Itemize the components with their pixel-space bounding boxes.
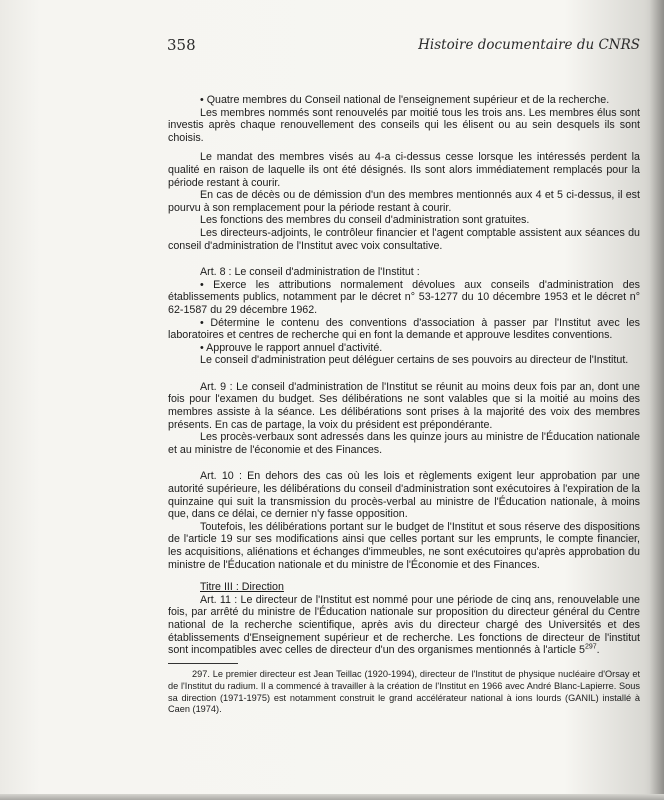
page-bottom-edge (0, 794, 664, 800)
article-10: Art. 10 : En dehors des cas où les lois et règlements exigent leur approbation par une autorité supérieure, les délibérations du conseil d'administration sont exécutoires à l'expiration de la quinzaine qui suit la transmission du procès-verbal au ministre de l'Éducation nationale, à moins que, dans ce délai, ce dernier n'y fasse opposition. (168, 470, 640, 521)
footnote-ref: 297 (584, 643, 597, 651)
body-text (168, 94, 640, 657)
paragraph: En cas de décès ou de démission d'un des membres mentionnés aux 4 et 5 ci-dessus, il est pourvu à son remplacement pour la période restant à courir. (168, 189, 640, 214)
list-item: • Détermine le contenu des conventions d'association à passer par l'Institut avec les laboratoires et centres de recherche qui en font la demande et approuve lesdites conventions. (168, 316, 640, 342)
period: . (596, 644, 600, 657)
paragraph: Les directeurs-adjoints, le contrôleur financier et l'agent comptable assistent aux séances du conseil d'administration de l'Institut avec voix consultative. (168, 226, 640, 252)
running-title: Histoire documentaire du CNRS (418, 37, 640, 53)
paragraph: Le conseil d'administration peut déléguer certains de ses pouvoirs au directeur de l'Institut. (200, 354, 629, 367)
article-11 (168, 594, 640, 657)
paragraph: Le mandat des membres visés au 4-a ci-dessus cesse lorsque les intéressés perdent la qualité en raison de laquelle ils ont été désignés. Ils sont alors immédiatement remplacés pour la période restant à courir. (168, 151, 640, 189)
footnote-rule (168, 663, 238, 664)
paragraph: Les membres nommés sont renouvelés par moitié tous les trois ans. Les membres élus sont investis après chaque renouvellement des conseils qui les élisent ou au sein desquels ils sont choisis. (168, 106, 640, 144)
list-item: • Approuve le rapport annuel d'activité. (200, 341, 383, 354)
article-9: Art. 9 : Le conseil d'administration de l'Institut se réunit au moins deux fois par an, dont une fois pour l'examen du budget. Ses délibérations ne sont valables que si la moitié au moins des membres assiste à la séance. Les délibérations sont prises à la majorité des voix des membres présents. En cas de partage, la voix du président est prépondérante. (168, 380, 640, 431)
page-edge-shadow (650, 0, 664, 800)
article-11-text: Art. 11 : Le directeur de l'Institut est nommé pour une période de cinq ans, renouvelable une fois, par arrêté du ministre de l'Éducation nationale sur proposition du directeur général du Centre national de la recherche scientifique, après avis du directeur chargé des Universités et des établissements d'Enseignement supérieur et de recherche. Les fonctions de directeur de l'institut sont incompatibles avec celles de directeur d'un des organismes mentionnés à l'article 5 (168, 593, 640, 657)
paragraph: Toutefois, les délibérations portant sur le budget de l'Institut et sous réserve des dispositions de l'article 19 sur ses modifications ainsi que celles portant sur les emprunts, le compte financier, les acquisitions, aliénations et échanges d'immeubles, ne sont exécutoires qu'après approbation du ministre de l'Éducation nationale et du ministre de l'Économie et des Finances. (168, 520, 640, 571)
article-8-heading: Art. 8 : Le conseil d'administration de l'Institut : (200, 266, 420, 279)
paragraph: Les procès-verbaux sont adressés dans les quinze jours au ministre de l'Éducation nationale et au ministre de l'économie et des Finances. (168, 431, 640, 456)
list-item: • Exerce les attributions normalement dévolues aux conseils d'administration des établissements publics, notamment par le décret n° 53-1277 du 10 décembre 1953 et le décret n° 62-1587 du 29 décembre 1962. (168, 278, 640, 316)
paragraph: • Quatre membres du Conseil national de l'enseignement supérieur et de la recherche. (200, 94, 610, 106)
footnote: 297. Le premier directeur est Jean Teillac (1920-1994), directeur de l'Institut de physique nucléaire d'Orsay et de l'Institut du radium. Il a commencé à travailler à la création de l'Institut en 1966 avec André Blanc-Lapierre. Sous sa direction (1971-1975) est notamment construit le grand accélérateur national à ions lourds (GANIL) installé à Caen (1974). (168, 669, 640, 715)
page-number: 358 (167, 36, 196, 54)
section-title-text: Titre III : Direction (200, 581, 284, 594)
section-title (168, 581, 640, 594)
paragraph: Les fonctions des membres du conseil d'administration sont gratuites. (200, 214, 530, 227)
